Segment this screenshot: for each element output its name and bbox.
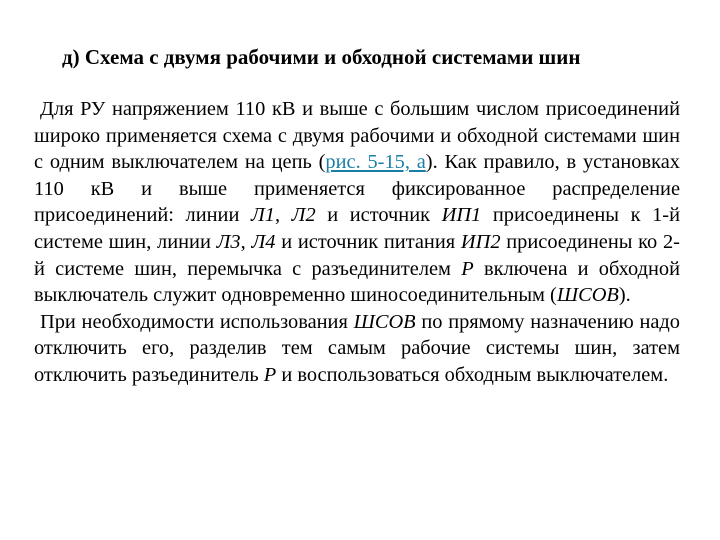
section-heading: д) Схема с двумя рабочими и обходной системами шин <box>62 45 581 69</box>
text: ). <box>618 284 631 307</box>
text: При необходимости использования <box>40 310 354 333</box>
label-l1: Л1 <box>250 204 275 227</box>
label-shsov: ШСОВ <box>556 284 619 307</box>
document-body <box>34 96 680 389</box>
label-shsov: ШСОВ <box>353 310 416 333</box>
text: и воспользоваться обходным выключателем. <box>276 363 669 386</box>
label-l3: Л3 <box>216 230 241 253</box>
text: по прямому назначению надо отключить его, разделив тем самым рабочие системы шин, затем отключить разъединитель <box>34 310 680 386</box>
text: , <box>240 230 252 253</box>
text: включена и обходной выключатель служит одновременно шиносоединительным ( <box>34 257 680 307</box>
label-r: Р <box>461 257 474 280</box>
label-ip2: ИП2 <box>460 230 501 253</box>
text: присоединены ко 2-й системе шин, перемычка с разъединителем <box>34 230 680 280</box>
text: и источник <box>315 204 442 227</box>
label-l2: Л2 <box>291 204 316 227</box>
text: ). Как правило, в установках 110 кВ и выше применяется фиксированное распределение присоединений: линии <box>34 151 680 227</box>
text: присоединены к 1-й системе шин, линии <box>34 204 680 253</box>
figure-link[interactable]: рис. 5-15, а <box>325 151 426 174</box>
text: и источник питания <box>275 230 461 253</box>
paragraph-2 <box>34 309 680 389</box>
paragraph-1 <box>34 96 680 309</box>
text: , <box>274 204 292 227</box>
text: Для РУ напряжением 110 кВ и выше с большим числом присоединений широко применяется схема с двумя рабочими и обходной системами шин с одним выключателем на цепь ( <box>34 98 680 174</box>
label-ip1: ИП1 <box>441 204 482 227</box>
label-l4: Л4 <box>251 230 276 253</box>
label-r: Р <box>263 363 277 386</box>
